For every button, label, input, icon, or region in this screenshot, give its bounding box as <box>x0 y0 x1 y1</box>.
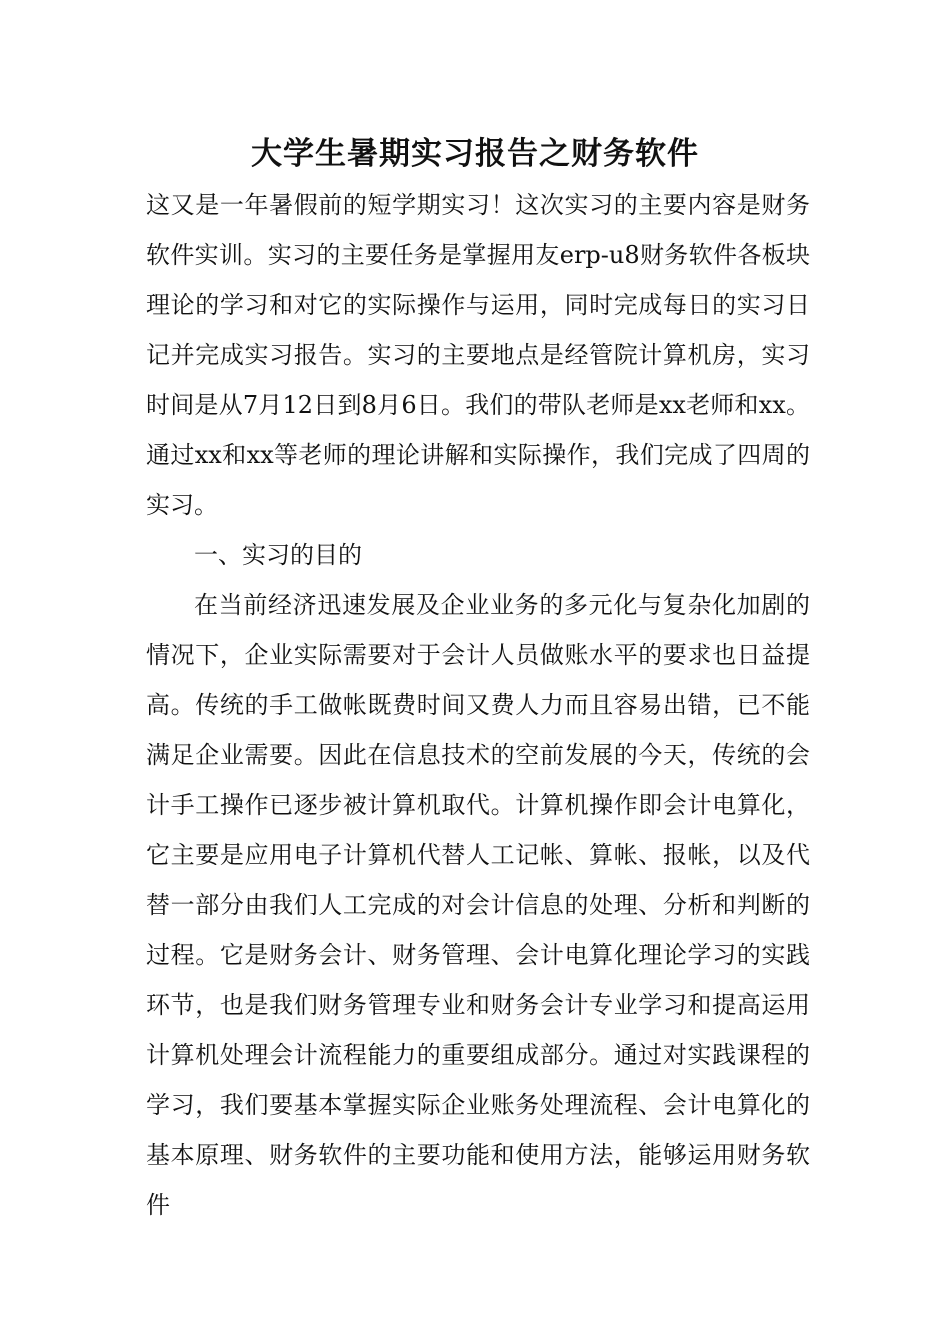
paragraph-purpose: 在当前经济迅速发展及企业业务的多元化与复杂化加剧的情况下，企业实际需要对于会计人员做账水平的要求也日益提高。传统的手工做帐既费时间又费人力而且容易出错，已不能满足企业需要。因此在信息技术的空前发展的今天，传统的会计手工操作已逐步被计算机取代。计算机操作即会计电算化，它主要是应用电子计算机代替人工记帐、算帐、报帐，以及代替一部分由我们人工完成的对会计信息的处理、分析和判断的过程。它是财务会计、财务管理、会计电算化理论学习的实践环节，也是我们财务管理专业和财务会计专业学习和提高运用计算机处理会计流程能力的重要组成部分。通过对实践课程的学习，我们要基本掌握实际企业账务处理流程、会计电算化的基本原理、财务软件的主要功能和使用方法，能够运用财务软件 <box>146 591 810 1219</box>
section-heading-purpose: 一、实习的目的 <box>194 541 362 569</box>
document-title: 大学生暑期实习报告之财务软件 <box>251 136 699 172</box>
paragraph-intro: 这又是一年暑假前的短学期实习！这次实习的主要内容是财务软件实训。实习的主要任务是掌握用友erp-u8财务软件各板块理论的学习和对它的实际操作与运用，同时完成每日的实习日记并完成实习报告。实习的主要地点是经管院计算机房，实习时间是从7月12日到8月6日。我们的带队老师是xx老师和xx。通过xx和xx等老师的理论讲解和实际操作，我们完成了四周的实习。 <box>146 191 810 519</box>
document-body <box>146 180 810 1230</box>
